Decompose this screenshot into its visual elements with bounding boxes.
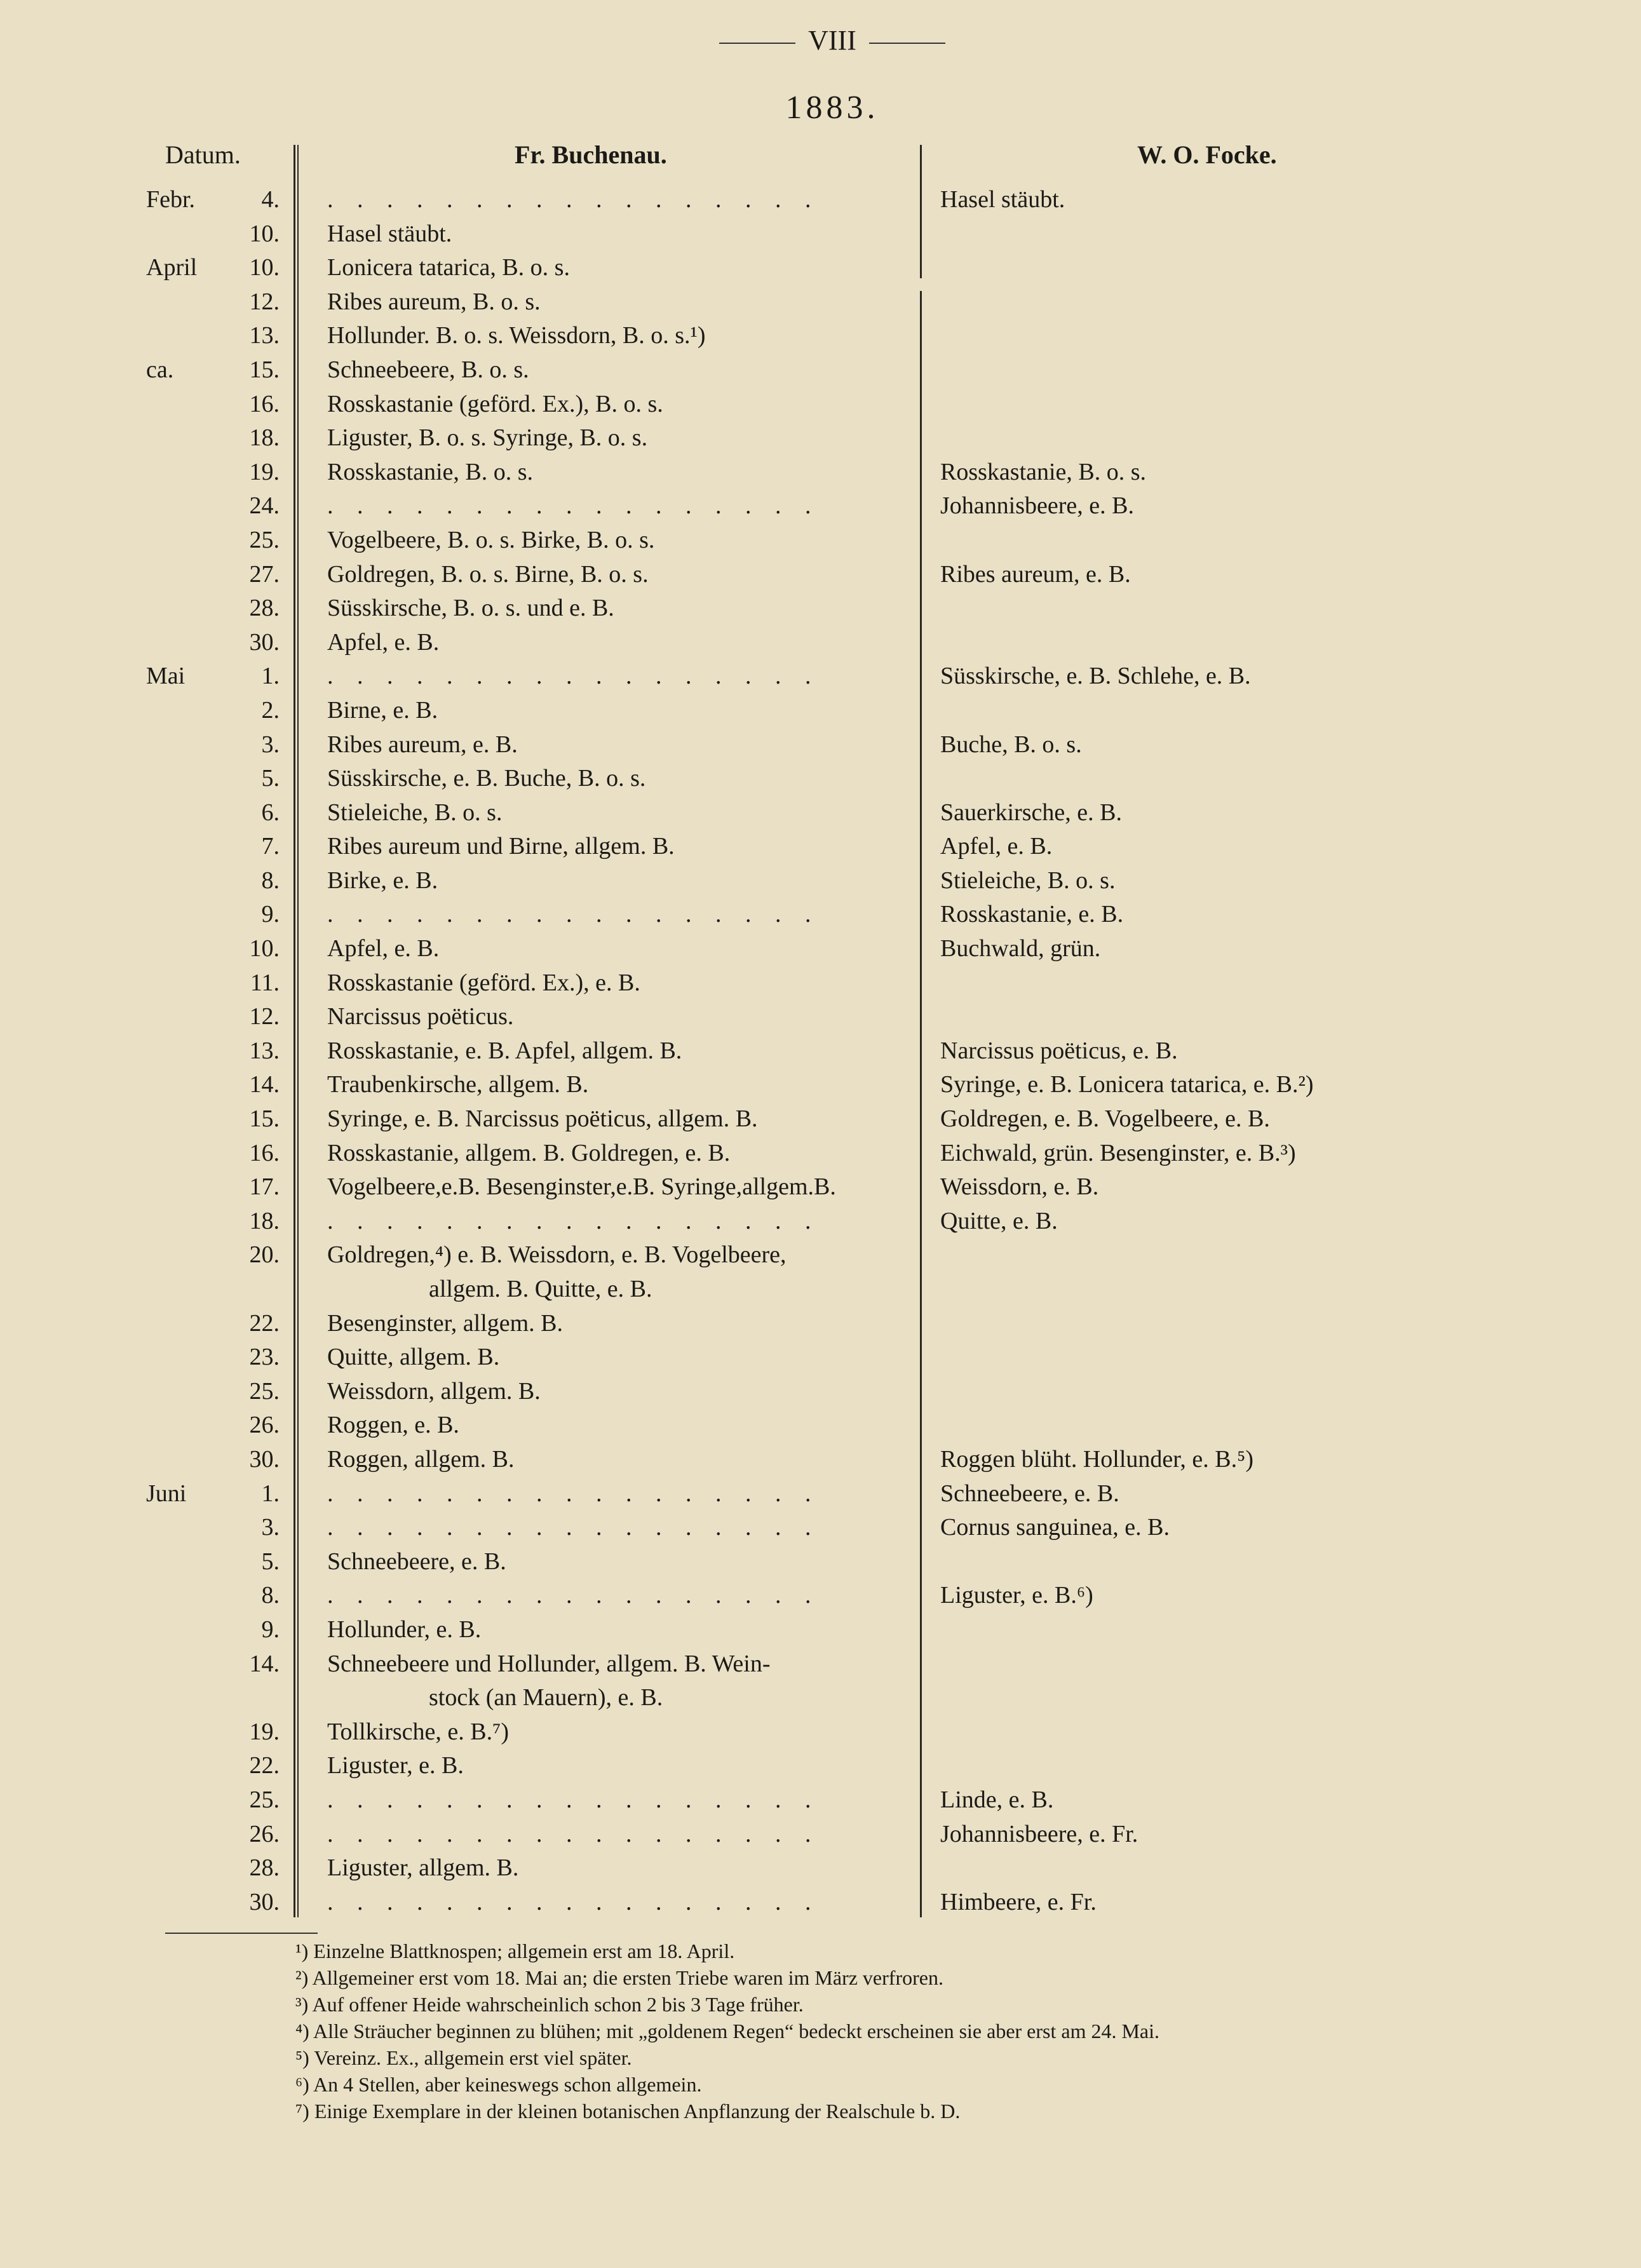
page-number-text: VIII bbox=[808, 25, 856, 56]
table-row bbox=[0, 1102, 1641, 1137]
row-day: 14. bbox=[249, 1071, 280, 1098]
table-row bbox=[0, 1205, 1641, 1239]
buchenau-text: Hollunder, e. B. bbox=[327, 1616, 482, 1643]
row-focke-entry: Roggen blüht. Hollunder, e. B.⁵) bbox=[940, 1445, 1253, 1473]
row-buchenau-entry bbox=[327, 489, 905, 523]
row-day: 26. bbox=[249, 1412, 280, 1439]
table-row bbox=[0, 183, 1641, 217]
row-day: 5. bbox=[261, 765, 280, 792]
row-focke-entry: Buche, B. o. s. bbox=[940, 731, 1082, 758]
row-buchenau-entry bbox=[327, 1034, 905, 1069]
footnote-1: ¹) Einzelne Blattknospen; allgemein erst am 18. April. bbox=[295, 1940, 735, 1962]
buchenau-text: Rosskastanie (geförd. Ex.), B. o. s. bbox=[327, 390, 663, 417]
table-row bbox=[0, 1545, 1641, 1579]
row-day: 18. bbox=[249, 1207, 280, 1234]
table-row bbox=[0, 1068, 1641, 1102]
row-focke-entry: Eichwald, grün. Besenginster, e. B.³) bbox=[940, 1139, 1296, 1166]
row-day: 23. bbox=[249, 1344, 280, 1371]
buchenau-text: Rosskastanie, allgem. B. Goldregen, e. B. bbox=[327, 1139, 731, 1166]
buchenau-text: Rosskastanie (geförd. Ex.), e. B. bbox=[327, 969, 640, 996]
row-focke-entry: Cornus sanguinea, e. B. bbox=[940, 1514, 1170, 1541]
row-buchenau-entry bbox=[327, 388, 905, 422]
row-buchenau-entry bbox=[327, 558, 905, 592]
header-focke: W. O. Focke. bbox=[1137, 140, 1277, 169]
table-row bbox=[0, 319, 1641, 353]
row-buchenau-entry bbox=[327, 1375, 905, 1409]
row-day: 10. bbox=[249, 220, 280, 247]
phenology-table bbox=[0, 183, 1641, 1919]
buchenau-text: Besenginster, allgem. B. bbox=[327, 1309, 564, 1337]
table-row bbox=[0, 1034, 1641, 1069]
row-buchenau-entry bbox=[327, 217, 905, 252]
buchenau-text: Apfel, e. B. bbox=[327, 628, 440, 656]
row-day: 30. bbox=[249, 1888, 280, 1915]
row-buchenau-entry bbox=[327, 1647, 905, 1715]
buchenau-text: Syringe, e. B. Narcissus poëticus, allgem. B. bbox=[327, 1105, 758, 1133]
row-buchenau-entry bbox=[327, 183, 905, 217]
row-buchenau-entry bbox=[327, 1340, 905, 1375]
row-focke-entry: Johannisbeere, e. B. bbox=[940, 492, 1134, 520]
row-focke-entry: Ribes aureum, e. B. bbox=[940, 560, 1131, 588]
row-buchenau-entry bbox=[327, 1886, 905, 1920]
row-focke-entry: Johannisbeere, e. Fr. bbox=[940, 1820, 1138, 1847]
row-day: 1. bbox=[261, 1480, 280, 1507]
row-day: 1. bbox=[261, 663, 280, 690]
row-buchenau-entry bbox=[327, 421, 905, 456]
row-day: 10. bbox=[249, 254, 280, 281]
table-row bbox=[0, 1408, 1641, 1443]
table-row bbox=[0, 1886, 1641, 1920]
row-buchenau-entry bbox=[327, 1137, 905, 1171]
buchenau-text: Liguster, e. B. bbox=[327, 1752, 464, 1779]
row-day: 11. bbox=[250, 969, 280, 996]
buchenau-text: . . . . . . . . . . . . . . . . . bbox=[327, 1786, 820, 1813]
row-buchenau-entry bbox=[327, 659, 905, 694]
row-day: 8. bbox=[261, 867, 280, 894]
row-buchenau-entry bbox=[327, 1443, 905, 1477]
row-day: 16. bbox=[249, 1139, 280, 1166]
row-buchenau-entry bbox=[327, 762, 905, 796]
table-row bbox=[0, 1340, 1641, 1375]
table-row bbox=[0, 251, 1641, 285]
row-buchenau-entry bbox=[327, 1851, 905, 1886]
row-day: 8. bbox=[261, 1582, 280, 1609]
row-buchenau-entry bbox=[327, 1307, 905, 1341]
buchenau-text: Traubenkirsche, allgem. B. bbox=[327, 1071, 589, 1098]
footnote-4: ⁴) Alle Sträucher beginnen zu blühen; mit „goldenem Regen“ bedeckt erscheinen sie aber erst am 24. Mai. bbox=[295, 2020, 1160, 2042]
buchenau-text: Roggen, e. B. bbox=[327, 1412, 459, 1439]
row-focke-entry: Quitte, e. B. bbox=[940, 1207, 1058, 1234]
table-row bbox=[0, 830, 1641, 864]
table-row bbox=[0, 796, 1641, 830]
table-row bbox=[0, 489, 1641, 523]
footnote-rule bbox=[165, 1933, 318, 1934]
buchenau-text: Vogelbeere, B. o. s. Birke, B. o. s. bbox=[327, 526, 655, 553]
row-day: 7. bbox=[261, 833, 280, 860]
row-buchenau-entry bbox=[327, 1818, 905, 1852]
row-day: 25. bbox=[249, 1377, 280, 1405]
table-row bbox=[0, 1170, 1641, 1205]
row-day: 16. bbox=[249, 390, 280, 417]
buchenau-text: . . . . . . . . . . . . . . . . . bbox=[327, 492, 820, 520]
row-day: 20. bbox=[249, 1241, 280, 1269]
buchenau-text: . . . . . . . . . . . . . . . . . bbox=[327, 901, 820, 928]
table-row bbox=[0, 1818, 1641, 1852]
table-row bbox=[0, 217, 1641, 252]
buchenau-text: Lonicera tatarica, B. o. s. bbox=[327, 254, 570, 281]
footnote-2: ²) Allgemeiner erst vom 18. Mai an; die ersten Triebe waren im März verfroren. bbox=[295, 1966, 943, 1989]
table-row bbox=[0, 1511, 1641, 1545]
buchenau-text: Birke, e. B. bbox=[327, 867, 438, 894]
table-row bbox=[0, 1000, 1641, 1034]
buchenau-text: Goldregen,⁴) e. B. Weissdorn, e. B. Vogelbeere, bbox=[327, 1241, 787, 1269]
row-buchenau-entry bbox=[327, 1102, 905, 1137]
buchenau-text: Quitte, allgem. B. bbox=[327, 1344, 500, 1371]
table-row bbox=[0, 353, 1641, 388]
row-month: ca. bbox=[146, 356, 174, 383]
buchenau-text: Schneebeere, B. o. s. bbox=[327, 356, 529, 383]
table-row bbox=[0, 456, 1641, 490]
row-buchenau-entry bbox=[327, 728, 905, 762]
row-day: 25. bbox=[249, 1786, 280, 1813]
table-row bbox=[0, 558, 1641, 592]
page-number-rule-right bbox=[869, 43, 945, 44]
row-day: 3. bbox=[261, 1514, 280, 1541]
row-day: 13. bbox=[249, 322, 280, 349]
row-buchenau-entry bbox=[327, 523, 905, 558]
table-row bbox=[0, 1851, 1641, 1886]
table-row bbox=[0, 1783, 1641, 1818]
buchenau-text: Süsskirsche, B. o. s. und e. B. bbox=[327, 595, 614, 622]
row-buchenau-entry bbox=[327, 1783, 905, 1818]
buchenau-text: Liguster, B. o. s. Syringe, B. o. s. bbox=[327, 424, 648, 452]
row-focke-entry: Apfel, e. B. bbox=[940, 833, 1053, 860]
row-day: 2. bbox=[261, 696, 280, 724]
row-day: 17. bbox=[249, 1173, 280, 1201]
buchenau-text: Apfel, e. B. bbox=[327, 935, 440, 962]
row-day: 3. bbox=[261, 731, 280, 758]
table-row bbox=[0, 1137, 1641, 1171]
table-row bbox=[0, 694, 1641, 728]
row-day: 19. bbox=[249, 1718, 280, 1745]
footnote-7: ⁷) Einige Exemplare in der kleinen botanischen Anpflanzung der Realschule b. D. bbox=[295, 2100, 961, 2123]
row-day: 28. bbox=[249, 1854, 280, 1882]
buchenau-text: . . . . . . . . . . . . . . . . . bbox=[327, 1480, 820, 1507]
row-focke-entry: Stieleiche, B. o. s. bbox=[940, 867, 1116, 894]
table-row bbox=[0, 1477, 1641, 1511]
row-buchenau-entry bbox=[327, 353, 905, 388]
table-row bbox=[0, 659, 1641, 694]
buchenau-text: Rosskastanie, B. o. s. bbox=[327, 458, 534, 485]
row-focke-entry: Rosskastanie, B. o. s. bbox=[940, 458, 1147, 485]
buchenau-text: Ribes aureum, e. B. bbox=[327, 731, 518, 758]
buchenau-text: Weissdorn, allgem. B. bbox=[327, 1377, 541, 1405]
buchenau-text: . . . . . . . . . . . . . . . . . bbox=[327, 1582, 820, 1609]
row-buchenau-entry bbox=[327, 1205, 905, 1239]
row-buchenau-entry bbox=[327, 1545, 905, 1579]
row-focke-entry: Goldregen, e. B. Vogelbeere, e. B. bbox=[940, 1105, 1270, 1133]
row-day: 13. bbox=[249, 1037, 280, 1064]
buchenau-text: Narcissus poëticus. bbox=[327, 1003, 514, 1030]
buchenau-text-continuation: stock (an Mauern), e. B. bbox=[429, 1684, 663, 1711]
row-buchenau-entry bbox=[327, 1749, 905, 1783]
table-row bbox=[0, 1749, 1641, 1783]
row-buchenau-entry bbox=[327, 1613, 905, 1647]
table-row bbox=[0, 1375, 1641, 1409]
buchenau-text: Roggen, allgem. B. bbox=[327, 1445, 515, 1473]
row-buchenau-entry bbox=[327, 1715, 905, 1750]
row-focke-entry: Weissdorn, e. B. bbox=[940, 1173, 1099, 1201]
buchenau-text: Schneebeere und Hollunder, allgem. B. Wein- bbox=[327, 1650, 771, 1677]
table-row bbox=[0, 421, 1641, 456]
buchenau-text: Hasel stäubt. bbox=[327, 220, 452, 247]
buchenau-text: . . . . . . . . . . . . . . . . . bbox=[327, 1888, 820, 1915]
row-day: 12. bbox=[249, 1003, 280, 1030]
row-buchenau-entry bbox=[327, 285, 905, 320]
table-row bbox=[0, 1307, 1641, 1341]
row-focke-entry: Rosskastanie, e. B. bbox=[940, 901, 1124, 928]
table-row bbox=[0, 1238, 1641, 1306]
buchenau-text: . . . . . . . . . . . . . . . . . bbox=[327, 663, 820, 690]
row-day: 25. bbox=[249, 526, 280, 553]
table-row bbox=[0, 932, 1641, 966]
buchenau-text: . . . . . . . . . . . . . . . . . bbox=[327, 186, 820, 213]
row-buchenau-entry bbox=[327, 1170, 905, 1205]
table-row bbox=[0, 1613, 1641, 1647]
row-focke-entry: Sauerkirsche, e. B. bbox=[940, 799, 1122, 826]
row-day: 5. bbox=[261, 1548, 280, 1575]
buchenau-text: Rosskastanie, e. B. Apfel, allgem. B. bbox=[327, 1037, 682, 1064]
buchenau-text: Hollunder. B. o. s. Weissdorn, B. o. s.¹) bbox=[327, 322, 706, 349]
page-number-rule-left bbox=[719, 43, 795, 44]
row-buchenau-entry bbox=[327, 1408, 905, 1443]
row-day: 15. bbox=[249, 356, 280, 383]
row-day: 9. bbox=[261, 1616, 280, 1643]
row-buchenau-entry bbox=[327, 898, 905, 932]
buchenau-text: Birne, e. B. bbox=[327, 696, 438, 724]
row-day: 26. bbox=[249, 1820, 280, 1847]
row-day: 4. bbox=[261, 186, 280, 213]
row-buchenau-entry bbox=[327, 1000, 905, 1034]
table-row bbox=[0, 523, 1641, 558]
row-focke-entry: Süsskirsche, e. B. Schlehe, e. B. bbox=[940, 663, 1251, 690]
table-row bbox=[0, 388, 1641, 422]
row-day: 12. bbox=[249, 288, 280, 315]
buchenau-text: Ribes aureum und Birne, allgem. B. bbox=[327, 833, 675, 860]
buchenau-text: Goldregen, B. o. s. Birne, B. o. s. bbox=[327, 560, 649, 588]
buchenau-text: Schneebeere, e. B. bbox=[327, 1548, 506, 1575]
table-row bbox=[0, 1647, 1641, 1715]
row-day: 27. bbox=[249, 560, 280, 588]
row-buchenau-entry bbox=[327, 796, 905, 830]
row-buchenau-entry bbox=[327, 932, 905, 966]
buchenau-text: Süsskirsche, e. B. Buche, B. o. s. bbox=[327, 765, 646, 792]
row-focke-entry: Buchwald, grün. bbox=[940, 935, 1101, 962]
row-buchenau-entry bbox=[327, 591, 905, 626]
row-focke-entry: Narcissus poëticus, e. B. bbox=[940, 1037, 1178, 1064]
row-buchenau-entry bbox=[327, 626, 905, 660]
table-row bbox=[0, 762, 1641, 796]
table-row bbox=[0, 1715, 1641, 1750]
row-focke-entry: Syringe, e. B. Lonicera tatarica, e. B.²) bbox=[940, 1071, 1314, 1098]
row-day: 9. bbox=[261, 901, 280, 928]
row-focke-entry: Hasel stäubt. bbox=[940, 186, 1065, 213]
row-day: 24. bbox=[249, 492, 280, 520]
row-buchenau-entry bbox=[327, 966, 905, 1001]
row-day: 30. bbox=[249, 628, 280, 656]
table-row bbox=[0, 626, 1641, 660]
buchenau-text: Ribes aureum, B. o. s. bbox=[327, 288, 541, 315]
row-focke-entry: Schneebeere, e. B. bbox=[940, 1480, 1119, 1507]
buchenau-text: Vogelbeere,e.B. Besenginster,e.B. Syringe,allgem.B. bbox=[327, 1173, 836, 1201]
row-buchenau-entry bbox=[327, 1477, 905, 1511]
table-row bbox=[0, 898, 1641, 932]
row-buchenau-entry bbox=[327, 456, 905, 490]
row-month: Mai bbox=[146, 663, 186, 690]
row-day: 19. bbox=[249, 458, 280, 485]
row-day: 10. bbox=[249, 935, 280, 962]
table-row bbox=[0, 591, 1641, 626]
row-focke-entry: Himbeere, e. Fr. bbox=[940, 1888, 1097, 1915]
table-row bbox=[0, 285, 1641, 320]
row-buchenau-entry bbox=[327, 830, 905, 864]
header-buchenau: Fr. Buchenau. bbox=[515, 140, 667, 169]
buchenau-text: Tollkirsche, e. B.⁷) bbox=[327, 1718, 510, 1745]
row-day: 14. bbox=[249, 1650, 280, 1677]
row-day: 22. bbox=[249, 1309, 280, 1337]
row-buchenau-entry bbox=[327, 864, 905, 898]
row-day: 28. bbox=[249, 595, 280, 622]
page-number bbox=[705, 24, 959, 57]
table-row bbox=[0, 966, 1641, 1001]
row-month: Febr. bbox=[146, 186, 196, 213]
buchenau-text-continuation: allgem. B. Quitte, e. B. bbox=[429, 1276, 652, 1302]
row-focke-entry: Liguster, e. B.⁶) bbox=[940, 1582, 1093, 1609]
row-buchenau-entry bbox=[327, 694, 905, 728]
table-row bbox=[0, 864, 1641, 898]
buchenau-text: . . . . . . . . . . . . . . . . . bbox=[327, 1207, 820, 1234]
header-datum: Datum. bbox=[165, 140, 241, 169]
row-day: 30. bbox=[249, 1445, 280, 1473]
row-day: 15. bbox=[249, 1105, 280, 1133]
row-focke-entry: Linde, e. B. bbox=[940, 1786, 1054, 1813]
footnotes bbox=[295, 1938, 1503, 2124]
row-buchenau-entry bbox=[327, 1579, 905, 1613]
table-row bbox=[0, 728, 1641, 762]
year-heading: 1883. bbox=[785, 90, 879, 126]
footnote-5: ⁵) Vereinz. Ex., allgemein erst viel später. bbox=[295, 2046, 632, 2069]
buchenau-text: . . . . . . . . . . . . . . . . . bbox=[327, 1514, 820, 1541]
row-day: 18. bbox=[249, 424, 280, 452]
row-buchenau-entry bbox=[327, 251, 905, 285]
row-buchenau-entry bbox=[327, 319, 905, 353]
footnote-6: ⁶) An 4 Stellen, aber keineswegs schon allgemein. bbox=[295, 2073, 702, 2096]
buchenau-text: . . . . . . . . . . . . . . . . . bbox=[327, 1820, 820, 1847]
row-buchenau-entry bbox=[327, 1511, 905, 1545]
row-month: Juni bbox=[146, 1480, 187, 1507]
row-buchenau-entry bbox=[327, 1068, 905, 1102]
table-row bbox=[0, 1443, 1641, 1477]
buchenau-text: Liguster, allgem. B. bbox=[327, 1854, 519, 1882]
buchenau-text: Stieleiche, B. o. s. bbox=[327, 799, 503, 826]
footnote-3: ³) Auf offener Heide wahrscheinlich schon 2 bis 3 Tage früher. bbox=[295, 1993, 804, 2016]
row-day: 22. bbox=[249, 1752, 280, 1779]
table-row bbox=[0, 1579, 1641, 1613]
row-day: 6. bbox=[261, 799, 280, 826]
row-buchenau-entry bbox=[327, 1238, 905, 1306]
row-month: April bbox=[146, 254, 198, 281]
